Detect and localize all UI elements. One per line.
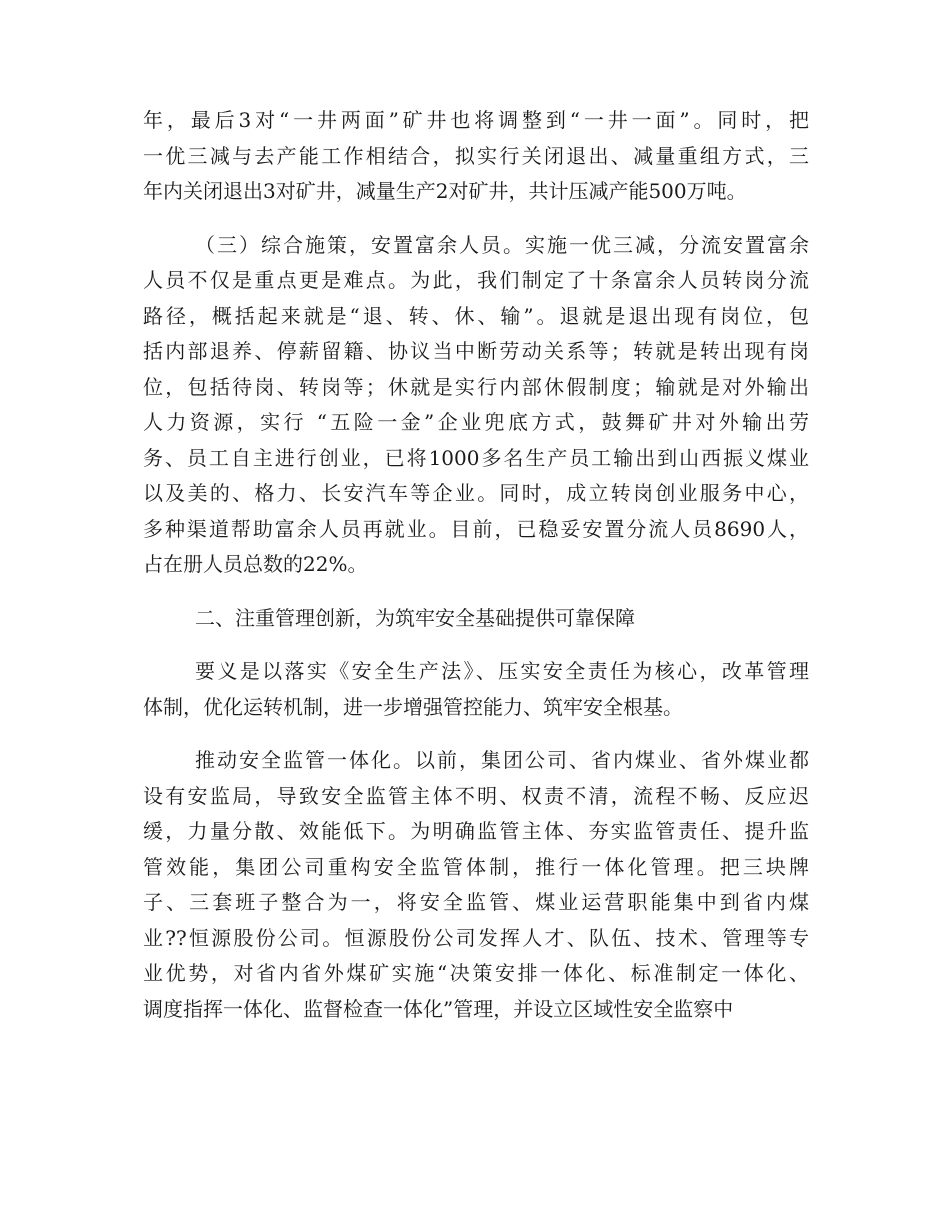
text-line: 年内关闭退出3对矿井，减量生产2对矿井，共计压减产能500万吨。 <box>143 179 747 203</box>
text-line: 位，包括待岗、转岗等；休就是实行内部休假制度；输就是对外输出 <box>143 374 809 399</box>
text-line: 业优势，对省内省外煤矿实施“决策安排一体化、标准制定一体化、 <box>143 961 809 985</box>
text-line: 一优三减与去产能工作相结合，拟实行关闭退出、减量重组方式，三 <box>143 143 809 168</box>
paragraph <box>143 654 809 725</box>
text-line: 人员不仅是重点更是难点。为此，我们制定了十条富余人员转岗分流 <box>143 268 809 292</box>
text-line: 管效能，集团公司重构安全监管体制，推行一体化管理。把三块牌 <box>143 854 809 879</box>
text-line: 要义是以落实《安全生产法》、压实安全责任为核心，改革管理 <box>195 659 809 683</box>
text-line: 缓，力量分散、效能低下。为明确监管主体、夯实监管责任、提升监 <box>143 819 809 843</box>
text-line: （三）综合施策，安置富余人员。实施一优三减，分流安置富余 <box>195 232 809 257</box>
paragraph <box>143 103 809 210</box>
text-line: 业??恒源股份公司。恒源股份公司发挥人才、队伍、技术、管理等专 <box>143 925 809 950</box>
text-line: 以及美的、格力、长安汽车等企业。同时，成立转岗创业服务中心， <box>143 481 809 505</box>
text-line: 括内部退养、停薪留籍、协议当中断劳动关系等；转就是转出现有岗 <box>143 339 809 363</box>
text-line: 体制，优化运转机制，进一步增强管控能力、筑牢安全根基。 <box>143 694 683 719</box>
text-line: 占在册人员总数的22%。 <box>143 552 368 576</box>
paragraph <box>143 228 809 583</box>
text-line: 调度指挥一体化、监督检查一体化”管理，并设立区域性安全监察中 <box>143 996 734 1021</box>
text-line: 推动安全监管一体化。以前，集团公司、省内煤业、省外煤业都 <box>195 748 809 772</box>
text-line: 多种渠道帮助富余人员再就业。目前，已稳妥安置分流人员8690人， <box>143 516 809 541</box>
text-line: 务、员工自主进行创业，已将1000多名生产员工输出到山西振义煤业 <box>143 445 809 470</box>
text-line: 人力资源，实行 “五险一金”企业兜底方式，鼓舞矿井对外输出劳 <box>143 410 809 434</box>
document-body <box>143 103 809 1027</box>
text-line: 年，最后3对“一井两面”矿井也将调整到“一井一面”。同时，把 <box>143 108 809 132</box>
paragraph <box>143 743 809 1027</box>
paragraph <box>143 601 809 637</box>
text-line: 设有安监局，导致安全监管主体不明、权责不清，流程不畅、反应迟 <box>143 783 809 808</box>
text-line: 二、注重管理创新，为筑牢安全基础提供可靠保障 <box>195 605 635 630</box>
text-line: 子、三套班子整合为一，将安全监管、煤业运营职能集中到省内煤 <box>143 890 809 914</box>
text-line: 路径，概括起来就是“退、转、休、输”。退就是退出现有岗位，包 <box>143 303 809 328</box>
